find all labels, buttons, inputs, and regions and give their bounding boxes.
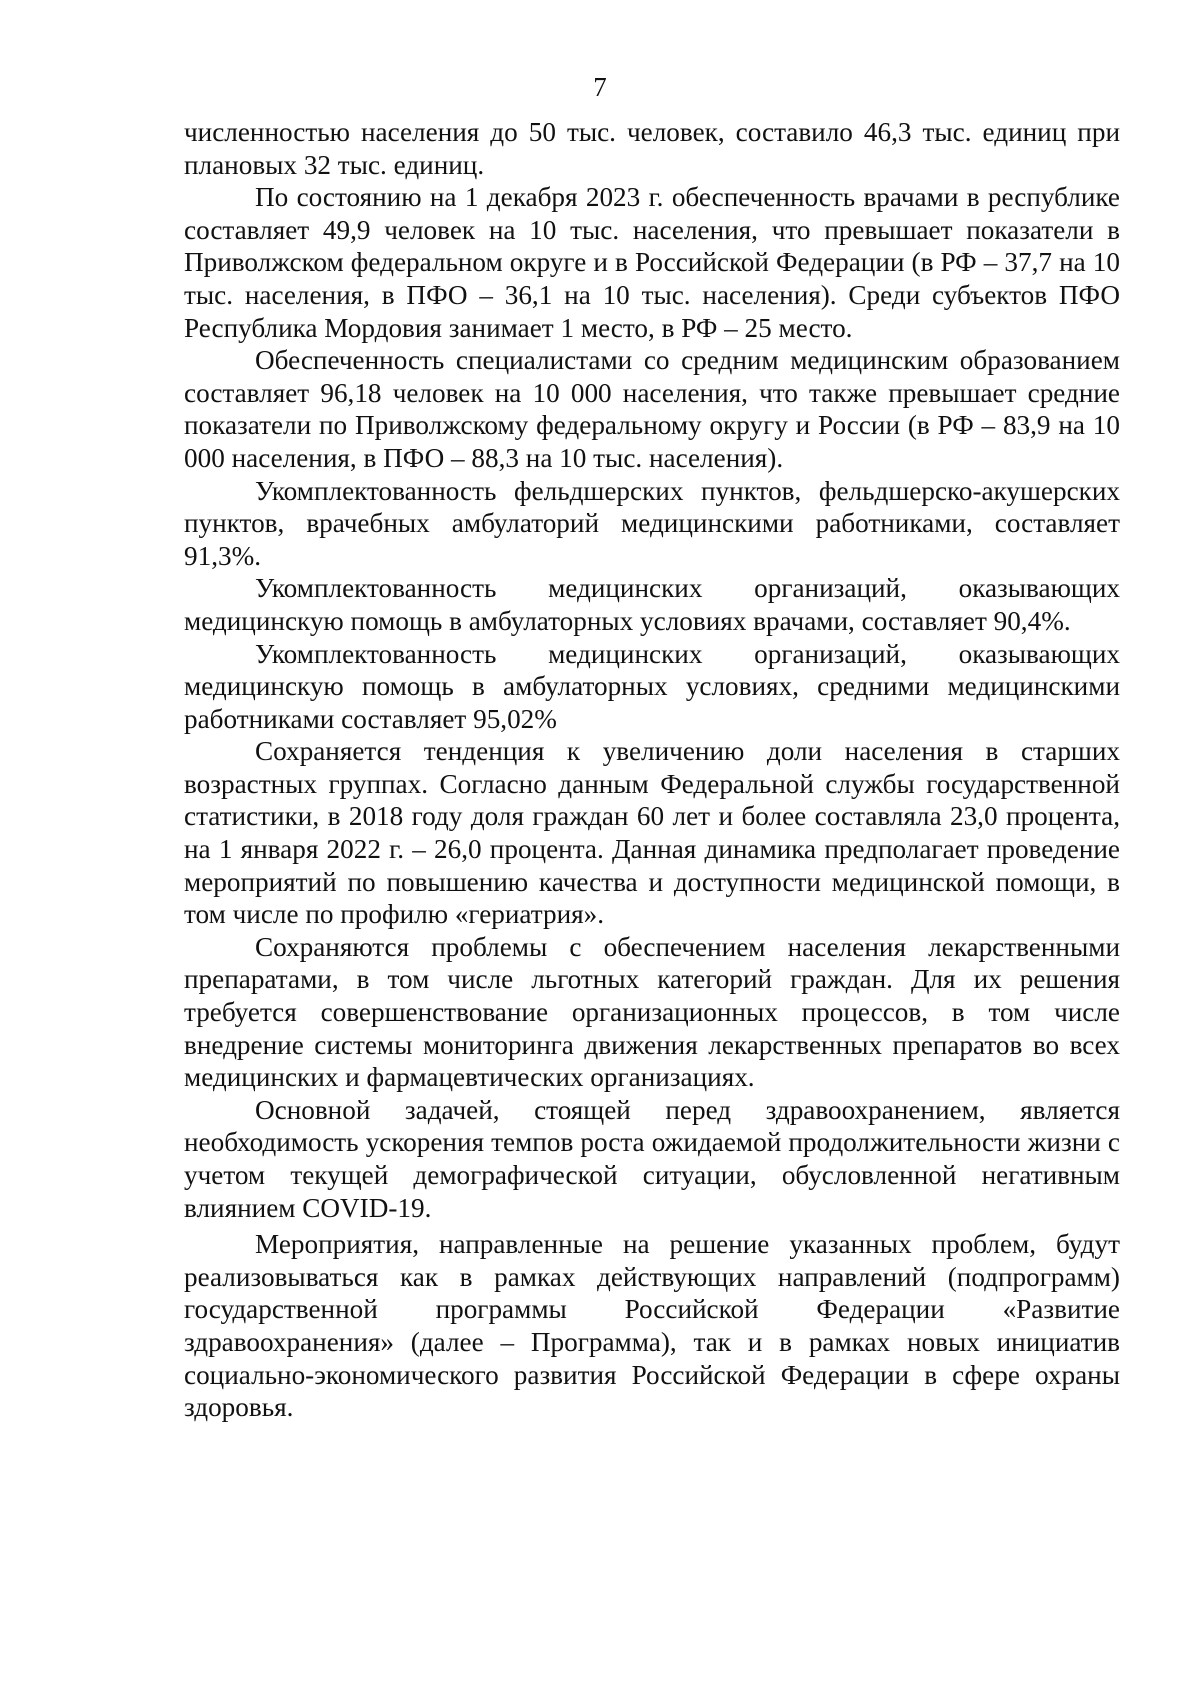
paragraph-7: Сохраняется тенденция к увеличению доли населения в старших возрастных группах. Согласно данным Федеральной службы государственной статистики, в 2018 году доля граждан 60 лет и более составляла 23,0 процента, на 1 января 2022 г. – 26,0 процента. Данная динамика предполагает проведение мероприятий по повышению качества и доступности медицинской помощи, в том числе по профилю «гериатрия». xyxy=(184,736,1120,930)
document-body xyxy=(184,116,1120,1424)
paragraph-5: Укомплектованность медицинских организаций, оказывающих медицинскую помощь в амбулаторных условиях врачами, составляет 90,4%. xyxy=(184,573,1120,636)
paragraph-2: По состоянию на 1 декабря 2023 г. обеспеченность врачами в республике составляет 49,9 человек на 10 тыс. населения, что превышает показатели в Приволжском федеральном округе и в Российской Федерации (в РФ – 37,7 на 10 тыс. населения, в ПФО – 36,1 на 10 тыс. населения). Среди субъектов ПФО Республика Мордовия занимает 1 место, в РФ – 25 место. xyxy=(184,182,1120,343)
paragraph-1: численностью населения до 50 тыс. человек, составило 46,3 тыс. единиц при плановых 32 тыс. единиц. xyxy=(184,117,1120,180)
paragraph-6: Укомплектованность медицинских организаций, оказывающих медицинскую помощь в амбулаторных условиях, средними медицинскими работниками составляет 95,02% xyxy=(184,638,1120,734)
paragraph-9: Основной задачей, стоящей перед здравоохранением, является необходимость ускорения темпов роста ожидаемой продолжительности жизни с учетом текущей демографической ситуации, обусловленной негативным влиянием COVID-19. xyxy=(184,1094,1120,1223)
paragraph-10: Мероприятия, направленные на решение указанных проблем, будут реализовываться как в рамках действующих направлений (подпрограмм) государственной программы Российской Федерации «Развитие здравоохранения» (далее – Программа), так и в рамках новых инициатив социально-экономического развития Российской Федерации в сфере охраны здоровья. xyxy=(184,1229,1120,1423)
page-number: 7 xyxy=(593,72,607,102)
paragraph-8: Сохраняются проблемы с обеспечением населения лекарственными препаратами, в том числе льготных категорий граждан. Для их решения требуется совершенствование организационных процессов, в том числе внедрение системы мониторинга движения лекарственных препаратов во всех медицинских и фармацевтических организациях. xyxy=(184,931,1120,1093)
paragraph-3: Обеспеченность специалистами со средним медицинским образованием составляет 96,18 человек на 10 000 населения, что также превышает средние показатели по Приволжскому федеральному округу и России (в РФ – 83,9 на 10 000 населения, в ПФО – 88,3 на 10 тыс. населения). xyxy=(184,345,1120,473)
paragraph-4: Укомплектованность фельдшерских пунктов, фельдшерско-акушерских пунктов, врачебных амбулаторий медицинскими работниками, составляет 91,3%. xyxy=(184,475,1120,571)
